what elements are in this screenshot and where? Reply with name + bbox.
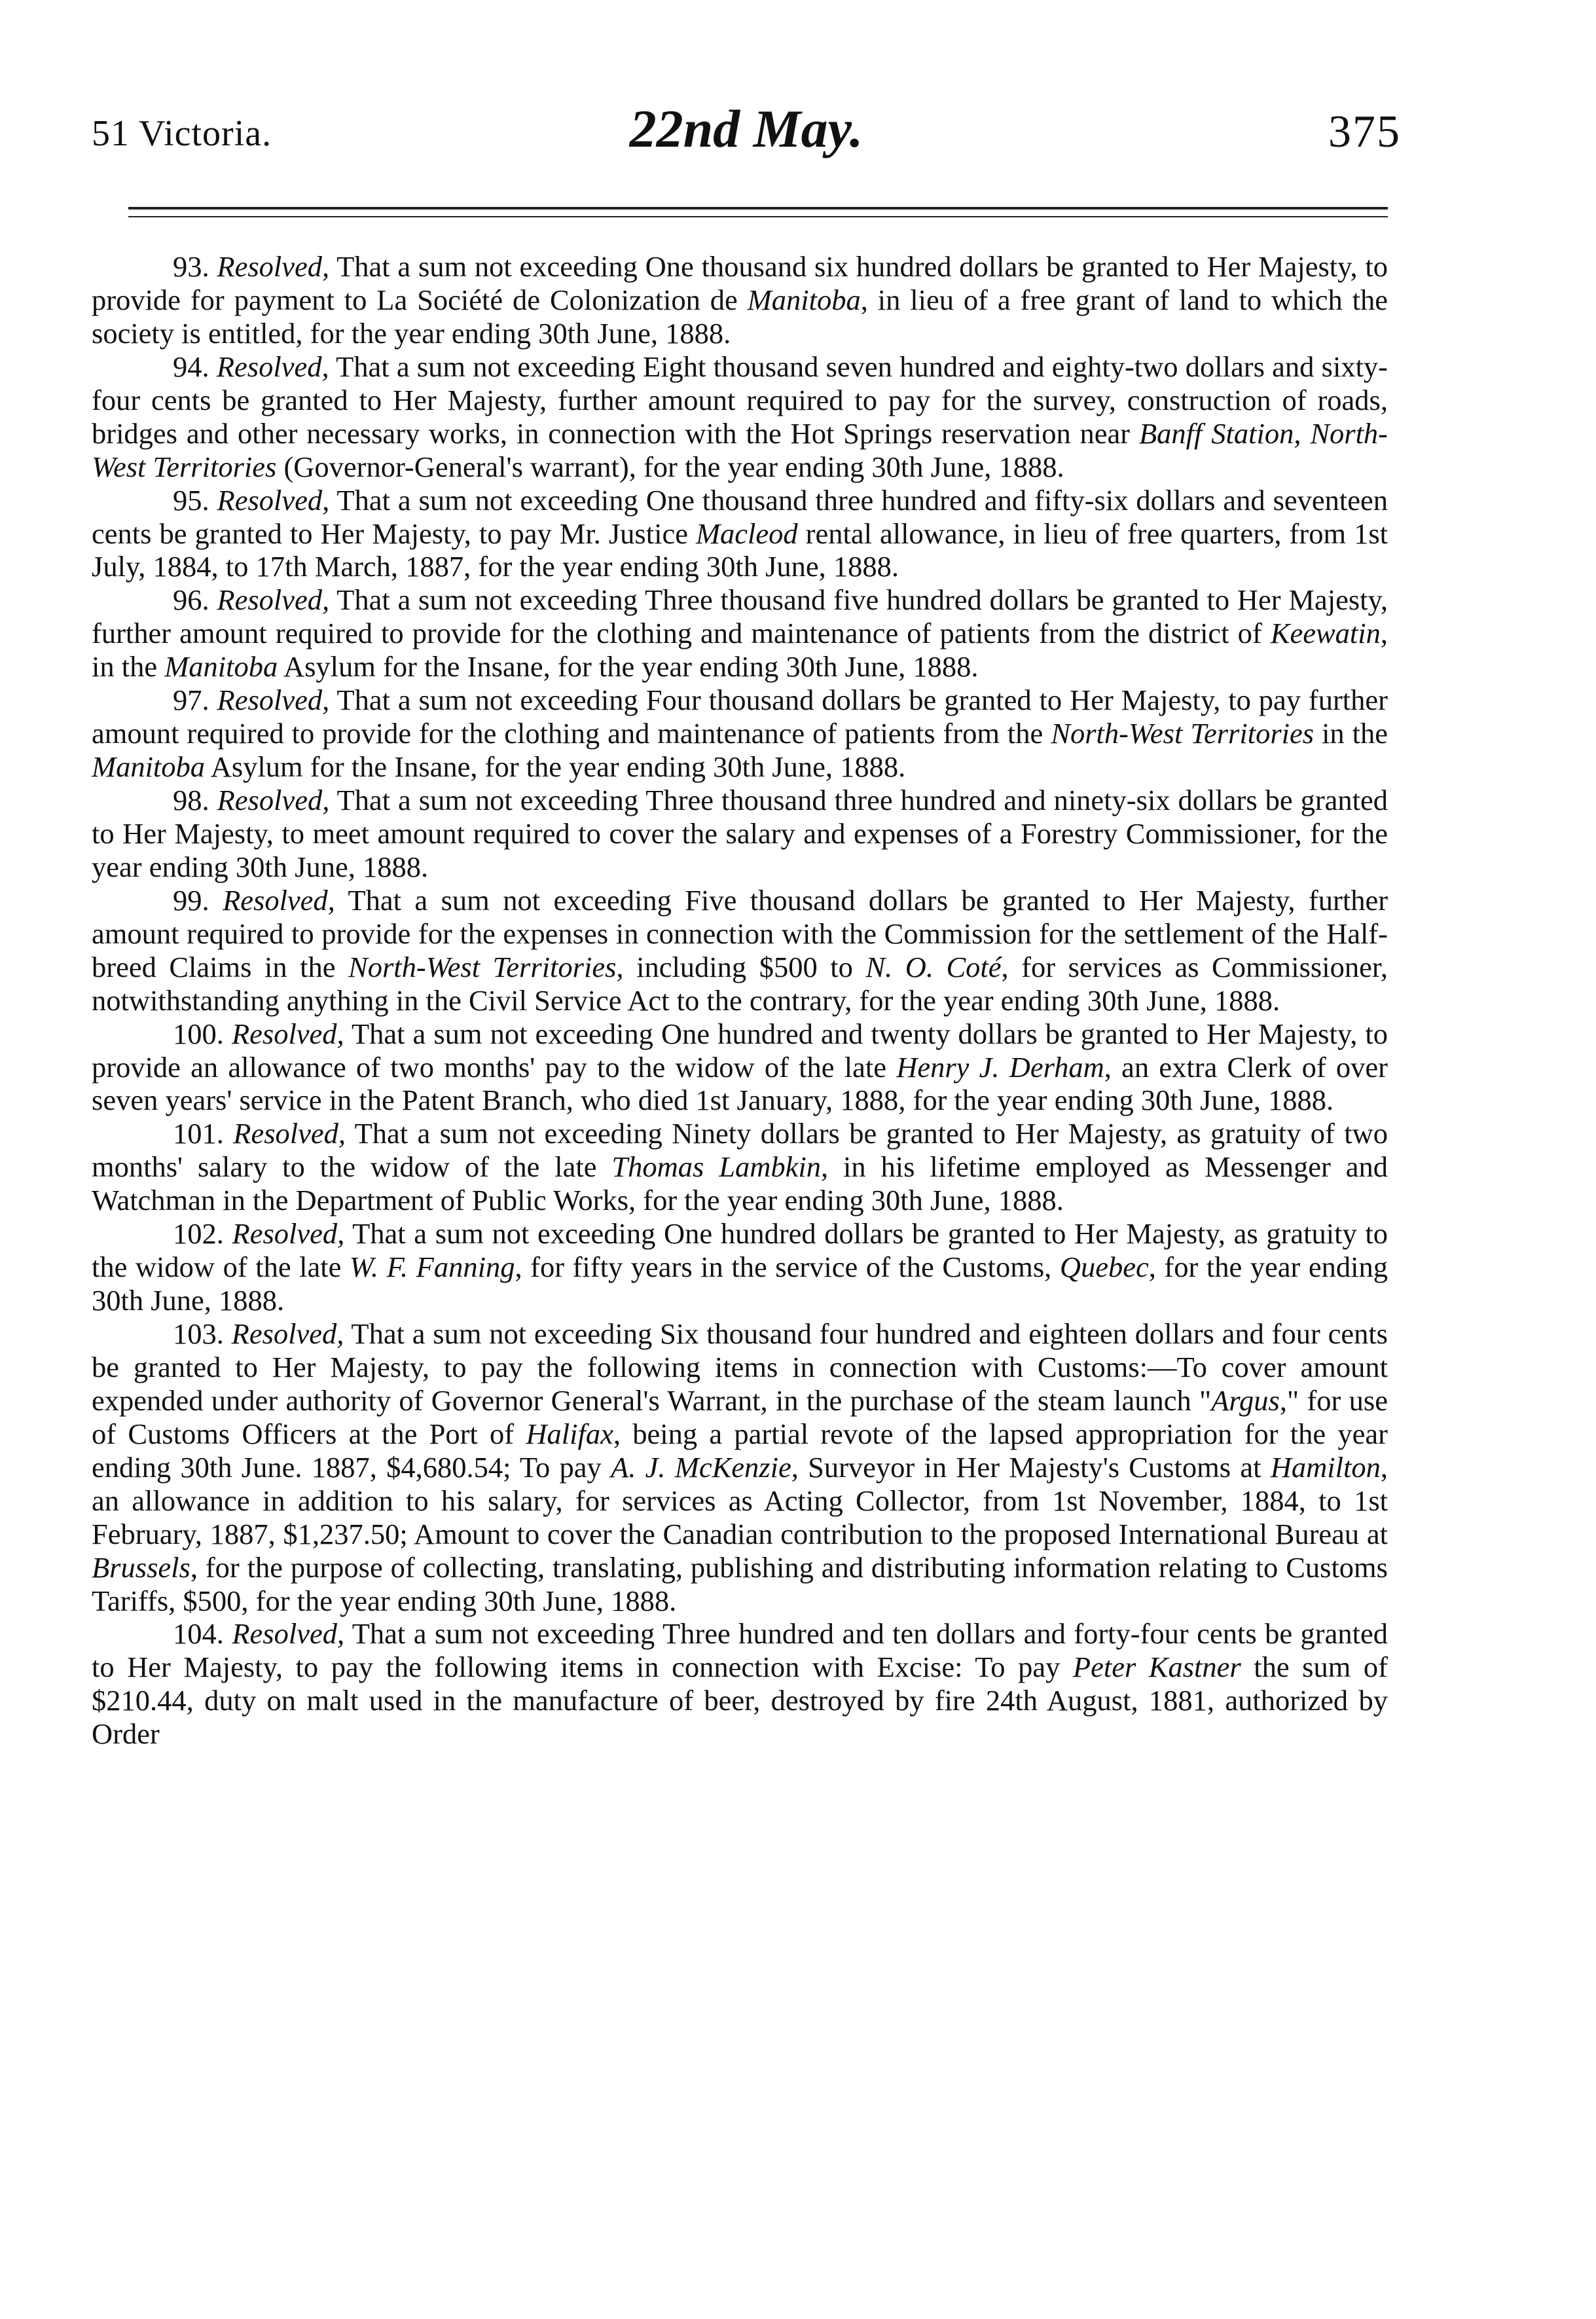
- italic-name: Manitoba: [164, 650, 278, 684]
- resolution-number: 104.: [173, 1617, 232, 1651]
- resolution-paragraph: [92, 784, 1388, 884]
- resolved-label: Resolved,: [233, 1117, 346, 1150]
- resolution-text: That a sum not exceeding Eight thousand seven hundred and eighty-two dollars and sixty-four cents be granted to Her Majesty, further amount required to pay for the survey, construction of roads, bridges and other necessary works, in connection with the Hot Springs reservation near: [92, 350, 1388, 450]
- resolution-paragraph: [92, 1317, 1388, 1617]
- resolution-text: That a sum not exceeding Five thousand dollars be granted to Her Majesty, further amount required to provide for the expenses in connection with the Commission for the settlement of the Half-breed Claims in the: [92, 883, 1388, 983]
- italic-name: North-West Territories: [1051, 717, 1315, 750]
- italic-name: Banff Station, North-West Territories: [92, 416, 1388, 483]
- italic-name: Quebec: [1059, 1251, 1149, 1284]
- resolution-number: 94.: [173, 350, 217, 383]
- resolved-label: Resolved,: [217, 250, 330, 283]
- header-rule-thin: [128, 216, 1388, 217]
- resolved-label: Resolved,: [217, 483, 330, 517]
- resolution-text: ," for use of Customs Officers at the Port of: [92, 1383, 1388, 1450]
- header-date: 22nd May.: [629, 99, 863, 158]
- resolution-text: , in lieu of a free grant of land to which the society is entitled, for the year ending 30th June, 1888.: [92, 283, 1388, 350]
- resolved-label: Resolved,: [216, 350, 329, 383]
- italic-name: Macleod: [695, 517, 798, 550]
- resolution-text: That a sum not exceeding One hundred dollars be granted to Her Majesty, as gratuity to the widow of the late: [92, 1217, 1388, 1284]
- resolved-label: Resolved,: [231, 1317, 344, 1350]
- resolution-paragraph: [92, 1217, 1388, 1317]
- resolution-text: the sum of $210.44, duty on malt used in the manufacture of beer, destroyed by fire 24th August, 1881, authorized by Order: [92, 1651, 1388, 1751]
- resolution-text: , including $500 to: [616, 950, 866, 983]
- resolved-label: Resolved,: [217, 684, 330, 717]
- resolution-paragraph: [92, 684, 1388, 784]
- resolution-number: 99.: [173, 883, 223, 917]
- resolution-text: , Surveyor in Her Majesty's Customs at: [791, 1450, 1271, 1484]
- resolution-number: 96.: [173, 583, 217, 617]
- resolution-text: , for the purpose of collecting, translating, publishing and distributing information relating to Customs Tariffs, $500, for the year ending 30th June, 1888.: [92, 1550, 1388, 1617]
- resolution-text: That a sum not exceeding Three thousand three hundred and ninety-six dollars be granted to Her Majesty, to meet amount required to cover the salary and expenses of a Forestry Commissioner, for the year ending 30th June, 1888.: [92, 784, 1388, 883]
- resolved-label: Resolved,: [223, 883, 335, 917]
- resolution-text: , for fifty years in the service of the Customs,: [515, 1251, 1060, 1284]
- resolution-number: 101.: [173, 1117, 234, 1150]
- resolutions-text: [92, 250, 1388, 1751]
- resolution-number: 102.: [173, 1217, 232, 1251]
- resolution-text: , for the year ending 30th June, 1888.: [92, 1251, 1388, 1317]
- resolution-text: That a sum not exceeding One hundred and twenty dollars be granted to Her Majesty, to provide an allowance of two months' pay to the widow of the late: [92, 1017, 1388, 1084]
- italic-name: Thomas Lambkin: [611, 1150, 821, 1184]
- resolution-number: 95.: [173, 483, 217, 517]
- resolution-number: 103.: [173, 1317, 232, 1350]
- resolution-text: That a sum not exceeding Three hundred and ten dollars and forty-four cents be granted to Her Majesty, to pay the following items in connection with Excise: To pay: [92, 1617, 1388, 1684]
- resolution-text: , an allowance in addition to his salary, for services as Acting Collector, from 1st November, 1884, to 1st February, 1887, $1,237.50; Amount to cover the Canadian contribution to the proposed International Bureau at: [92, 1450, 1388, 1550]
- resolution-paragraph: [92, 350, 1388, 484]
- resolution-number: 93.: [173, 250, 217, 283]
- page-header: [92, 92, 1401, 170]
- italic-name: North-West Territories: [348, 950, 617, 983]
- italic-name: Argus: [1211, 1383, 1280, 1417]
- resolution-text: That a sum not exceeding Three thousand five hundred dollars be granted to Her Majesty, further amount required to provide for the clothing and maintenance of patients from the district of: [92, 583, 1388, 650]
- resolution-paragraph: [92, 1617, 1388, 1751]
- resolution-text: That a sum not exceeding Six thousand four hundred and eighteen dollars and four cents be granted to Her Majesty, to pay the following items in connection with Customs:—To cover amount expended under authority of Governor General's Warrant, in the purchase of the steam launch ": [92, 1317, 1388, 1417]
- resolution-text: , an extra Clerk of over seven years' service in the Patent Branch, who died 1st January, 1888, for the year ending 30th June, 1888.: [92, 1050, 1388, 1117]
- header-rule: [128, 207, 1388, 210]
- resolved-label: Resolved,: [232, 1217, 345, 1251]
- resolution-text: Asylum for the Insane, for the year ending 30th June, 1888.: [205, 750, 906, 784]
- italic-name: Hamilton: [1270, 1450, 1381, 1484]
- italic-name: Henry J. Derham: [896, 1050, 1104, 1084]
- resolution-text: in the: [1314, 717, 1388, 750]
- italic-name: Keewatin: [1270, 617, 1381, 650]
- resolved-label: Resolved,: [232, 1617, 345, 1651]
- resolved-label: Resolved,: [217, 784, 330, 816]
- resolution-text: (Governor-General's warrant), for the year ending 30th June, 1888.: [276, 450, 1064, 483]
- resolution-text: That a sum not exceeding Four thousand dollars be granted to Her Majesty, to pay further amount required to provide for the clothing and maintenance of patients from the: [92, 684, 1388, 750]
- italic-name: W. F. Fanning: [349, 1251, 515, 1284]
- resolution-paragraph: [92, 583, 1388, 684]
- resolved-label: Resolved,: [231, 1017, 344, 1050]
- italic-name: Manitoba: [747, 283, 861, 316]
- italic-name: Manitoba: [92, 750, 206, 784]
- resolution-paragraph: [92, 1117, 1388, 1217]
- resolved-label: Resolved,: [217, 583, 330, 617]
- resolution-number: 97.: [173, 684, 217, 717]
- italic-name: Brussels: [92, 1550, 190, 1584]
- resolution-text: , in the: [92, 617, 1388, 684]
- italic-name: N. O. Coté: [865, 950, 1002, 983]
- resolution-text: , in his lifetime employed as Messenger and Watchman in the Department of Public Works, for the year ending 30th June, 1888.: [92, 1150, 1388, 1217]
- italic-name: Halifax: [526, 1417, 613, 1450]
- resolution-number: 100.: [173, 1017, 232, 1050]
- resolution-text: That a sum not exceeding Ninety dollars be granted to Her Majesty, as gratuity of two months' salary to the widow of the late: [92, 1117, 1388, 1184]
- resolution-text: rental allowance, in lieu of free quarters, from 1st July, 1884, to 17th March, 1887, for the year ending 30th June, 1888.: [92, 517, 1388, 583]
- resolution-number: 98.: [173, 784, 217, 816]
- italic-name: Peter Kastner: [1072, 1651, 1241, 1684]
- resolution-text: Asylum for the Insane, for the year ending 30th June, 1888.: [278, 650, 979, 684]
- resolution-text: That a sum not exceeding One thousand three hundred and fifty-six dollars and seventeen cents be granted to Her Majesty, to pay Mr. Justice: [92, 483, 1388, 550]
- resolution-paragraph: [92, 1017, 1388, 1118]
- resolution-text: That a sum not exceeding One thousand six hundred dollars be granted to Her Majesty, to provide for payment to La Société de Colonization de: [92, 250, 1388, 316]
- page-number: 375: [1328, 107, 1401, 157]
- italic-name: A. J. McKenzie: [611, 1450, 791, 1484]
- resolution-paragraph: [92, 884, 1388, 1017]
- resolution-paragraph: [92, 250, 1388, 350]
- resolution-text: , for services as Commissioner, notwithstanding anything in the Civil Service Act to the contrary, for the year ending 30th June, 1888.: [92, 950, 1388, 1017]
- header-session: 51 Victoria.: [92, 113, 272, 154]
- resolution-paragraph: [92, 484, 1388, 584]
- resolution-text: , being a partial revote of the lapsed appropriation for the year ending 30th June. 1887, $4,680.54; To pay: [92, 1417, 1388, 1484]
